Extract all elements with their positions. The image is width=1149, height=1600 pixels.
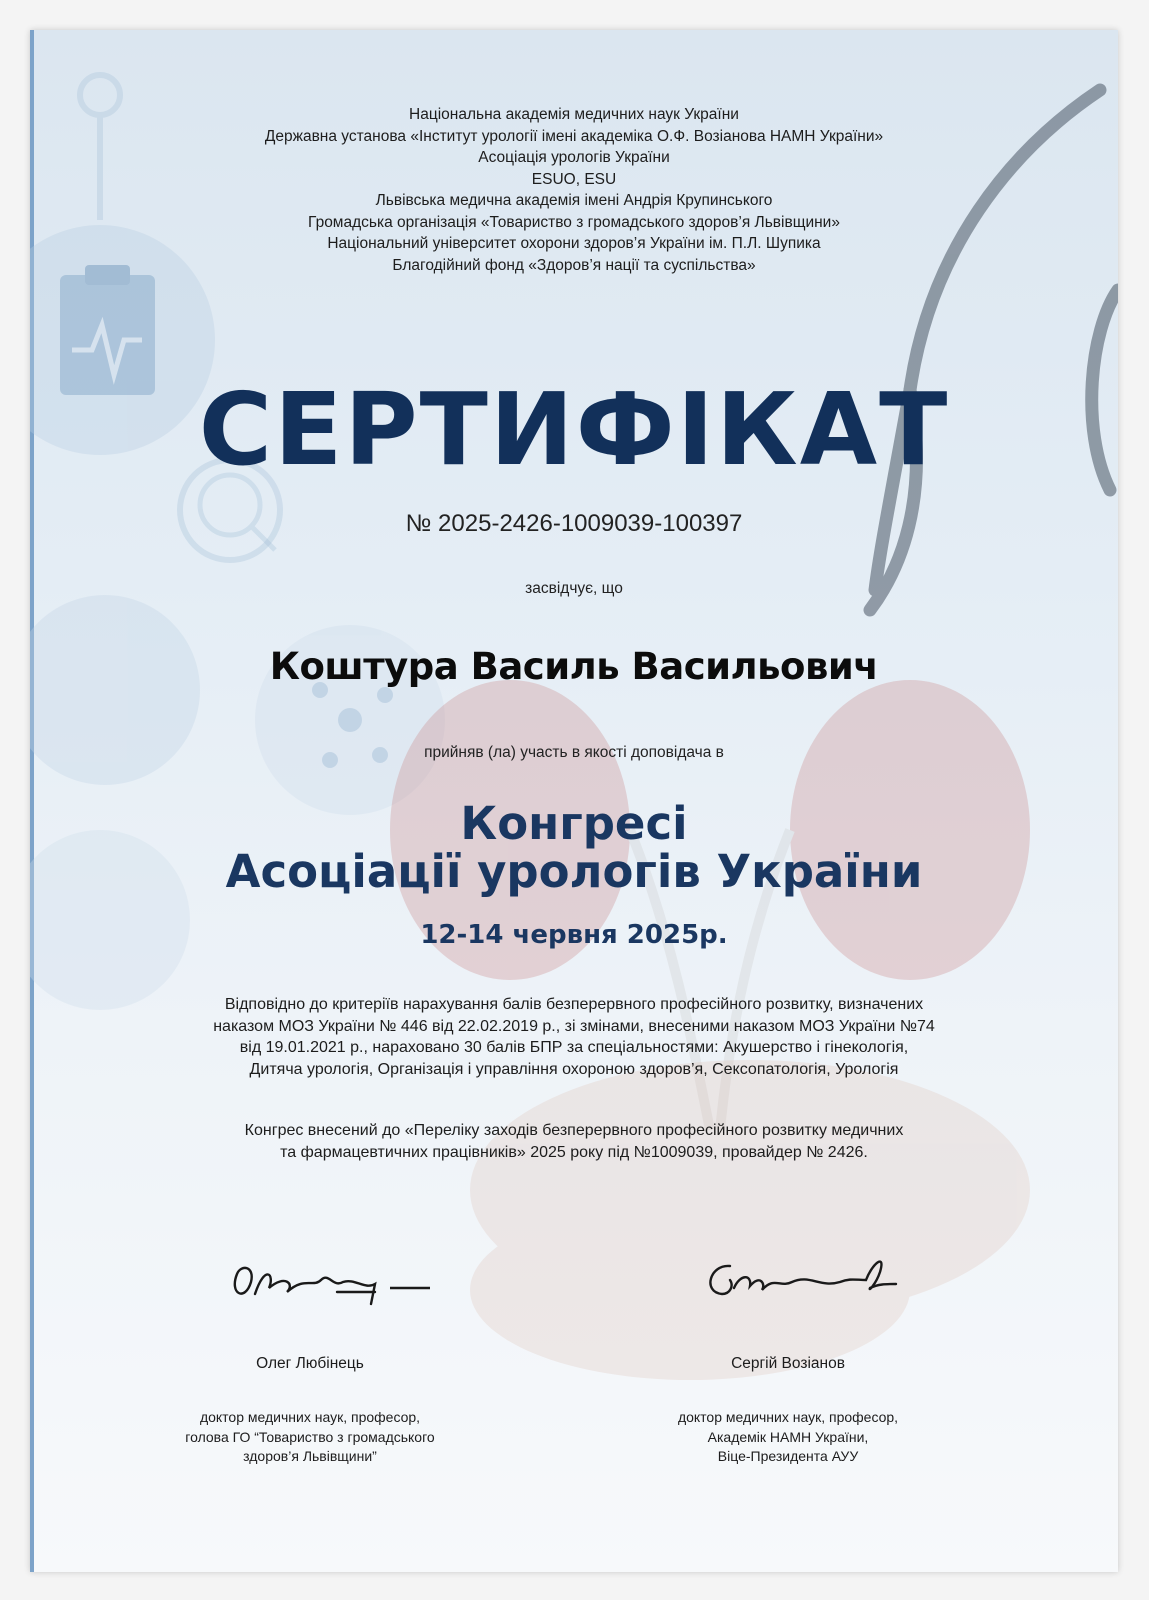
certificate-number: № 2025-2426-1009039-100397 (405, 510, 743, 537)
congress-list-line: та фармацевтичних працівників» 2025 року під №1009039, провайдер № 2426. (280, 1143, 868, 1161)
organization-line: Державна установа «Інститут урології імені академіка О.Ф. Возіанова НАМН України» (264, 127, 884, 145)
congress-list-line: Конгрес внесений до «Переліку заходів безперервного професійного розвитку медичних (244, 1122, 904, 1139)
organization-line: Національна академія медичних наук України (409, 106, 739, 123)
signatory-title-line: Віце-Президента АУУ (717, 1448, 859, 1464)
signatory-title-line: Академік НАМН України, (707, 1428, 869, 1445)
signature-right-icon (700, 1244, 900, 1314)
criteria-line: Відповідно до критеріїв нарахування балів безперервного професійного розвитку, визначених (224, 996, 924, 1013)
organization-line: Львівська медична академія імені Андрія Крупинського (375, 192, 773, 209)
signatory-title-line: голова ГО “Товариство з громадського (185, 1428, 435, 1445)
cpd-criteria-text (30, 994, 1118, 1080)
criteria-line: Дитяча урологія, Організація і управління охороною здоров’я, Сексопатологія, Урологія (249, 1060, 899, 1078)
person-name: Коштура Василь Васильович (269, 645, 879, 688)
event-title (30, 797, 1118, 898)
signatory-right-name: Сергій Возіанов (731, 1355, 845, 1372)
congress-list-text (30, 1120, 1118, 1163)
participation-text: прийняв (ла) участь в якості доповідача в (424, 744, 724, 761)
signatory-left-title (100, 1408, 520, 1467)
signatory-title-line: доктор медичних наук, професор, (677, 1409, 899, 1425)
signatory-right-title (578, 1408, 998, 1467)
criteria-line: наказом МОЗ України № 446 від 22.02.2019 р., зі змінами, внесеними наказом МОЗ України №74 (213, 1017, 935, 1035)
organization-line: Благодійний фонд «Здоров’я нації та суспільства» (392, 256, 756, 274)
organization-line: Асоціація урологів України (478, 149, 670, 166)
organizations-list (30, 104, 1118, 276)
organization-line: Національний університет охорони здоров’я України ім. П.Л. Шупика (327, 235, 821, 252)
criteria-line: від 19.01.2021 р., нараховано 30 балів БПР за спеціальностями: Акушерство і гінекологія, (239, 1039, 909, 1056)
signature-left-icon (225, 1244, 445, 1314)
hands-illustration (470, 1060, 1030, 1380)
certificate-page (30, 30, 1118, 1572)
signatory-left-name: Олег Любінець (256, 1355, 364, 1372)
attests-text: засвідчує, що (525, 580, 623, 597)
event-dates: 12-14 червня 2025р. (420, 920, 728, 950)
signatory-title-line: здоров’я Львівщини” (243, 1448, 377, 1464)
event-title-line-2: Асоціації урологів України (225, 845, 923, 898)
organization-line: ESUO, ESU (531, 170, 617, 188)
signatory-title-line: доктор медичних наук, професор, (199, 1409, 421, 1425)
organization-line: Громадська організація «Товариство з громадського здоров’я Львівщини» (308, 213, 840, 231)
event-title-line-1: Конгресі (460, 797, 688, 850)
certificate-title: СЕРТИФІКАТ (198, 371, 950, 488)
